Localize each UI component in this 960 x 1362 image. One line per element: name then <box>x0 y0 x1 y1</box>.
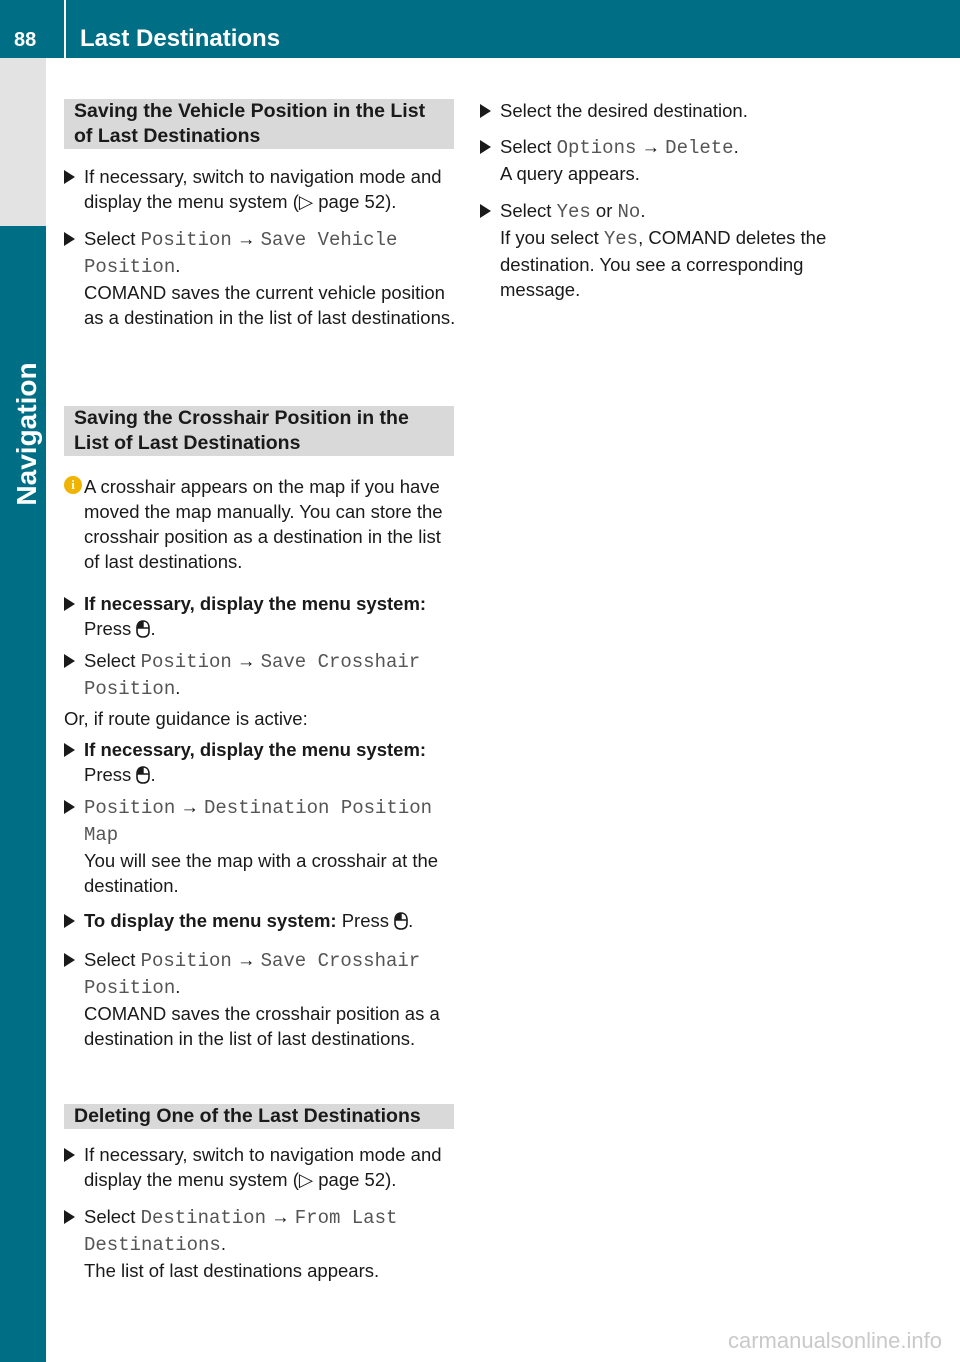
step-arrow-icon <box>64 1210 75 1224</box>
header-divider <box>64 0 66 58</box>
controller-press-icon <box>394 912 408 930</box>
step-select-destination: Select the desired destination. <box>480 98 880 123</box>
controller-press-icon <box>136 766 150 784</box>
page-header <box>0 0 960 58</box>
step-select-from-last: Select Destination → From Last Destinations. The list of last destinations appears. <box>64 1204 456 1283</box>
side-margin <box>0 58 46 226</box>
step-display-menu: If necessary, display the menu system: Press . <box>64 591 456 641</box>
alternative-text: Or, if route guidance is active: <box>64 708 308 729</box>
page-number: 88 <box>14 29 37 51</box>
step-arrow-icon <box>64 170 75 184</box>
step-select-save-vehicle: Select Position → Save Vehicle Position. COMAND saves the current vehicle position as a destination in the list of last destinations. <box>64 226 456 330</box>
watermark: carmanualsonline.info <box>727 1328 942 1353</box>
section-heading-deleting: Deleting One of the Last Destinations <box>64 1104 454 1129</box>
step-arrow-icon <box>480 204 491 218</box>
step-arrow-icon <box>480 104 491 118</box>
section-heading-vehicle-position: Saving the Vehicle Position in the List of Last Destinations <box>64 99 454 149</box>
info-icon: i <box>64 476 82 494</box>
step-display-menu-guidance: If necessary, display the menu system: Press . <box>64 737 456 787</box>
step-arrow-icon <box>64 232 75 246</box>
step-switch-navigation-2: If necessary, switch to navigation mode and display the menu system (▷ page 52). <box>64 1142 456 1192</box>
step-arrow-icon <box>480 140 491 154</box>
step-arrow-icon <box>64 743 75 757</box>
step-display-menu-press: To display the menu system: Press . <box>64 908 456 933</box>
step-select-options-delete: Select Options → Delete. A query appears. <box>480 134 880 186</box>
page-title: Last Destinations <box>80 25 281 52</box>
step-destination-position-map: Position → Destination Position Map You will see the map with a crosshair at the destination. <box>64 794 456 898</box>
step-switch-navigation: If necessary, switch to navigation mode and display the menu system (▷ page 52). <box>64 164 456 214</box>
step-select-yes-no: Select Yes or No. If you select Yes, COMAND deletes the destination. You see a corresponding message. <box>480 198 880 302</box>
info-note: i A crosshair appears on the map if you have moved the map manually. You can store the crosshair position as a destination in the list of last destinations. <box>64 474 456 574</box>
controller-press-icon <box>136 620 150 638</box>
step-arrow-icon <box>64 597 75 611</box>
step-arrow-icon <box>64 953 75 967</box>
section-heading-crosshair-position: Saving the Crosshair Position in the List of Last Destinations <box>64 406 454 456</box>
step-select-save-crosshair: Select Position → Save Crosshair Position. <box>64 648 456 702</box>
step-arrow-icon <box>64 800 75 814</box>
step-arrow-icon <box>64 654 75 668</box>
step-arrow-icon <box>64 1148 75 1162</box>
step-arrow-icon <box>64 914 75 928</box>
step-select-save-crosshair-2: Select Position → Save Crosshair Position. COMAND saves the crosshair position as a destination in the list of last destinations. <box>64 947 456 1051</box>
